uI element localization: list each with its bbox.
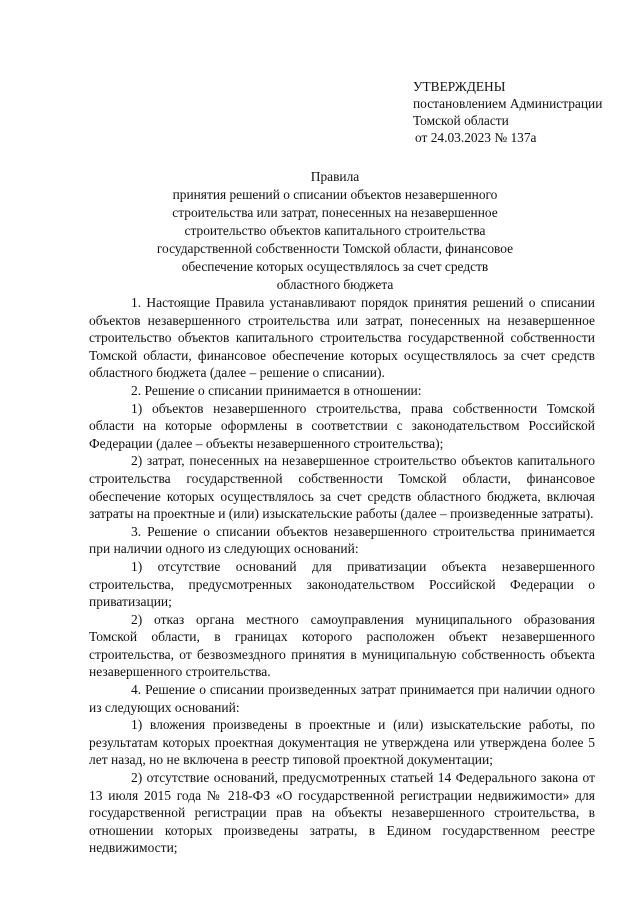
paragraph-1: 1. Настоящие Правила устанавливают порядок принятия решений о списании объектов незавершенного строительства или затрат, понесенных на незавершенное строительство объектов капитального строительства государственной собственности Томской области, финансовое обеспечение которых осуществлялось за счет средств областного бюджета (далее – решение о списании). — [89, 295, 595, 381]
title-line-4: строительство объектов капитального строительства — [184, 223, 486, 238]
document-title — [80, 168, 590, 294]
title-line-5: государственной собственности Томской области, финансовое — [156, 241, 514, 256]
paragraph-2-item-1: 1) объектов незавершенного строительства, права собственности Томской области на которые оформлены в соответствии с законодательством Российской Федерации (далее – объекты незавершенного строительства); — [89, 400, 595, 451]
title-line-2: принятия решений о списании объектов незавершенного — [172, 187, 498, 202]
approval-stamp — [413, 78, 602, 146]
document-body — [89, 294, 595, 857]
title-line-1: Правила — [310, 169, 360, 184]
paragraph-2-item-2: 2) затрат, понесенных на незавершенное строительство объектов капитального строительства государственной собственности Томской области, финансовое обеспечение которых осуществлялось за счет средств областного бюджета, включая затраты на проектные и (или) изыскательские работы (далее – произведенные затраты). — [89, 453, 595, 522]
paragraph-2: 2. Решение о списании принимается в отношении: — [131, 382, 422, 398]
approval-heading: УТВЕРЖДЕНЫ — [413, 79, 506, 94]
paragraph-4-item-1: 1) вложения произведены в проектные и (или) изыскательские работы, по результатам которых проектная документация не утверждена или утверждена более 5 лет назад, но не включена в реестр типовой проектной документации; — [89, 717, 595, 768]
title-line-6: обеспечение которых осуществлялось за счет средств — [181, 259, 489, 274]
paragraph-4-item-2: 2) отсутствие оснований, предусмотренных статьей 14 Федерального закона от 13 июля 2015 года № 218-ФЗ «О государственной регистрации недвижимости» для государственной регистрации прав на объекты незавершенного строительства, в отношении которых произведены затраты, в Едином государственном реестре недвижимости; — [89, 770, 595, 856]
paragraph-4: 4. Решение о списании произведенных затрат принимается при наличии одного из следующих оснований: — [89, 682, 595, 715]
title-line-3: строительства или затрат, понесенных на незавершенное — [172, 205, 498, 220]
paragraph-3-item-2: 2) отказ органа местного самоуправления муниципального образования Томской области, в границах которого расположен объект незавершенного строительства, от безвозмездного принятия в муниципальную собственность объекта незавершенного строительства. — [89, 611, 595, 680]
paragraph-3-item-1: 1) отсутствие оснований для приватизации объекта незавершенного строительства, предусмотренных законодательством Российской Федерации о приватизации; — [89, 558, 595, 610]
approval-line-2: Томской области — [413, 113, 509, 128]
paragraph-3: 3. Решение о списании объектов незавершенного строительства принимается при наличии одного из следующих оснований: — [89, 523, 595, 557]
approval-line-1: постановлением Администрации — [413, 96, 603, 111]
approval-date: от 24.03.2023 № 137а — [415, 130, 537, 145]
title-line-7: областного бюджета — [276, 277, 394, 292]
